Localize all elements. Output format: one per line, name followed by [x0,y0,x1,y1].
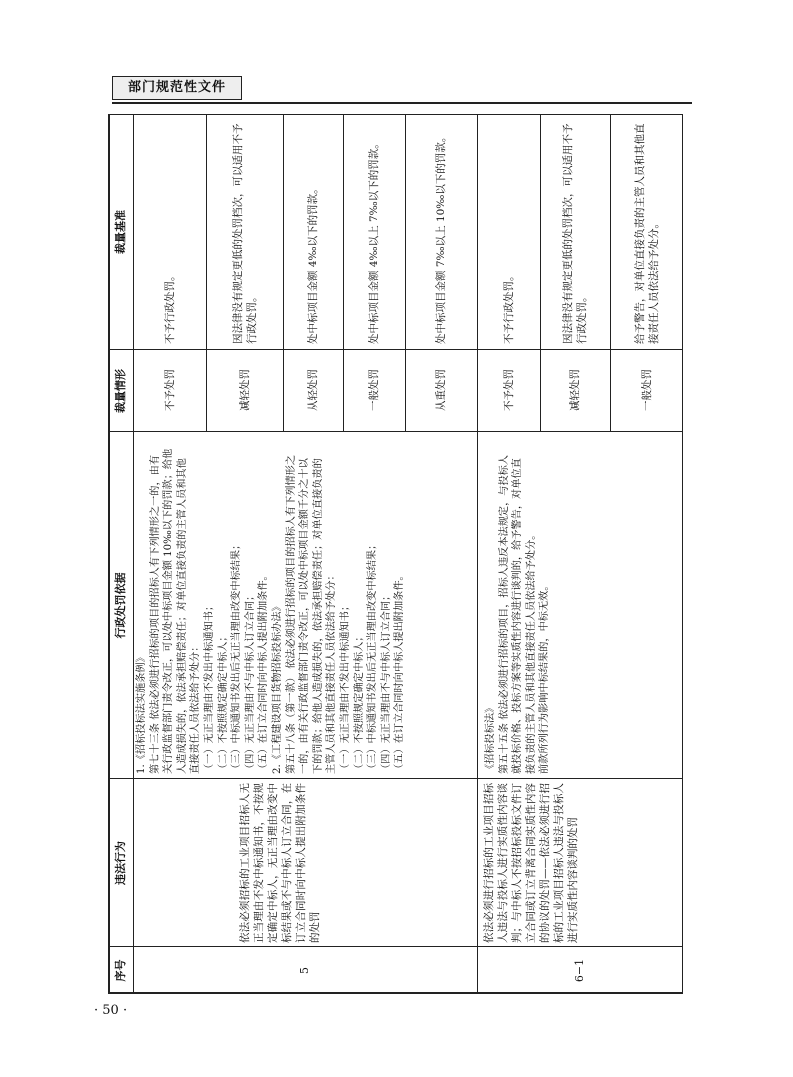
table-border-bottom [682,114,684,994]
basis-line: 《招标投标法》 [485,702,496,774]
violation-text: 依法必须进行招标的工业项目招标人违法与投标人进行实质性内容谈判；与中标人不按招标投标文件订立合同或订立背离合同实质性内容的协议的处罚——依法必须进行招标的工业项目招标人违法与投标人进行实质性内容谈判的处罚 [483,783,579,943]
situation-cell: 一般处罚 [640,369,653,411]
header-basis: 行政处罚依据 [113,572,127,639]
standard-cell [405,118,477,344]
col-divider [108,431,683,432]
basis-line: 主管人员和其他直接责任人员依法给予处分： [326,570,338,774]
row-violation [238,783,418,943]
standard-text: 处中标项目金额 4‰以上 7‰以下的罚款。 [368,138,380,344]
basis-line: 就投标价格、投标方案等实质性内容进行谈判的，给予警告，对单位直 [512,458,524,774]
table-border-left [108,993,683,995]
basis-line: （二）不按照规定确定中标人； [217,631,229,774]
row-violation [482,783,680,943]
page-number: · 50 · [94,1003,128,1018]
basis-line: 接负责的主管人员和其他直接责任人员依法给予处分。 [525,529,537,774]
row-basis [484,434,604,774]
table-viewport [108,114,683,994]
standard-cell [540,118,610,344]
row-divider [477,114,478,994]
standard-cell: 不予行政处罚。 [502,270,515,344]
col-divider [108,349,683,350]
page-header [112,70,678,100]
header-violation: 违法行为 [113,841,127,885]
basis-line: （四）无正当理由不与中标人订立合同； [380,590,392,774]
standard-cell [610,118,683,344]
sub-divider [206,114,207,432]
row-basis [135,434,475,774]
row-seq: 5 [298,967,311,974]
standard-text: 因法律没有规定更低的处罚档次，可以适用不予行政处罚。 [231,123,258,344]
violation-text: 依法必须招标的工业项目招标人无正当理由不发中标通知书，不按规定确定中标人，无正当理由改变中标结果或不与中标人订立合同，在订立合同时向中标人提出附加条件的处罚 [239,783,321,943]
basis-line: 关行政监督部门责令改正，可以处中标项目金额 10‰以下的罚款；给他 [163,448,175,774]
header-rule [133,114,134,994]
sub-divider [283,114,284,432]
col-divider [108,778,683,779]
col-divider [108,946,683,947]
basis-line: （三）中标通知书发出后无正当理由改变中标结果； [231,539,243,774]
standard-cell: 处中标项目金额 4‰以下的罚款。 [307,183,319,344]
row-seq: 6−1 [573,958,586,983]
standard-cell [206,118,283,344]
basis-line: （二）不按照规定确定中标人； [353,631,365,774]
penalty-table [108,114,683,994]
table-border-top [108,114,110,994]
table-border-right [108,114,683,116]
basis-line: 人造成损失的，依法承担赔偿责任；对单位直接负责的主管人员和其他 [176,458,188,774]
basis-line: 下的罚款；给他人造成损失的，依法承担赔偿责任；对单位直接负责的 [312,458,324,774]
basis-line: 1.《招标投标法实施条例》 [136,652,147,774]
basis-line: 前款所列行为影响中标结果的，中标无效。 [539,580,551,774]
basis-line: （一）无正当理由不发出中标通知书； [203,600,215,774]
standard-text: 因法律没有规定更低的处罚档次，可以适用不予行政处罚。 [562,123,588,344]
header-situation: 裁量情形 [113,369,127,413]
basis-line: （三）中标通知书发出后无正当理由改变中标结果； [367,539,379,774]
basis-line: 第七十三条 依法必须进行招标的项目的招标人有下列情形之一的，由有 [149,454,161,774]
situation-cell: 一般处罚 [368,369,380,411]
situation-cell: 不予处罚 [502,369,515,411]
sub-divider [540,114,541,432]
header-seq: 序号 [113,959,127,982]
basis-line: （五）在订立合同时向中标人提出附加条件。 [394,570,406,774]
sub-divider [610,114,611,432]
basis-line: （五）在订立合同时向中标人提出附加条件。 [258,570,270,774]
situation-cell: 减轻处罚 [569,369,581,411]
basis-line: 直接责任人员依法给予处分： [190,641,202,774]
standard-text: 处中标项目金额 7‰以上 10‰以下的罚款。 [435,131,447,344]
situation-cell: 从轻处罚 [307,369,319,411]
standard-text: 给予警告，对单位直接负责的主管人员和其他直接责任人员依法给予处分。 [633,123,660,344]
sub-divider [405,114,406,432]
basis-line: 第五十五条 依法必须进行招标的项目，招标人违反本法规定，与投标人 [498,454,510,774]
sub-divider [343,114,344,432]
basis-line: （一）无正当理由不发出中标通知书； [339,600,351,774]
header-rule [112,102,692,104]
section-title: 部门规范性文件 [112,76,242,100]
basis-line: 2.《工程建设项目货物招标投标办法》 [271,601,283,774]
situation-cell: 不予处罚 [163,369,176,411]
situation-cell: 减轻处罚 [238,369,251,411]
basis-line: 一的，由有关行政监督部门责令改正，可以处中标项目金额千分之十以 [299,458,311,774]
basis-line: 第五十八条（第一款） 依法必须进行招标的项目的招标人有下列情形之 [285,454,297,774]
standard-cell: 不予行政处罚。 [163,270,176,344]
standard-cell [343,118,405,344]
header-standard: 裁量基准 [113,210,127,254]
basis-line: （四）无正当理由不与中标人订立合同； [244,590,256,774]
situation-cell: 从重处罚 [435,369,447,411]
